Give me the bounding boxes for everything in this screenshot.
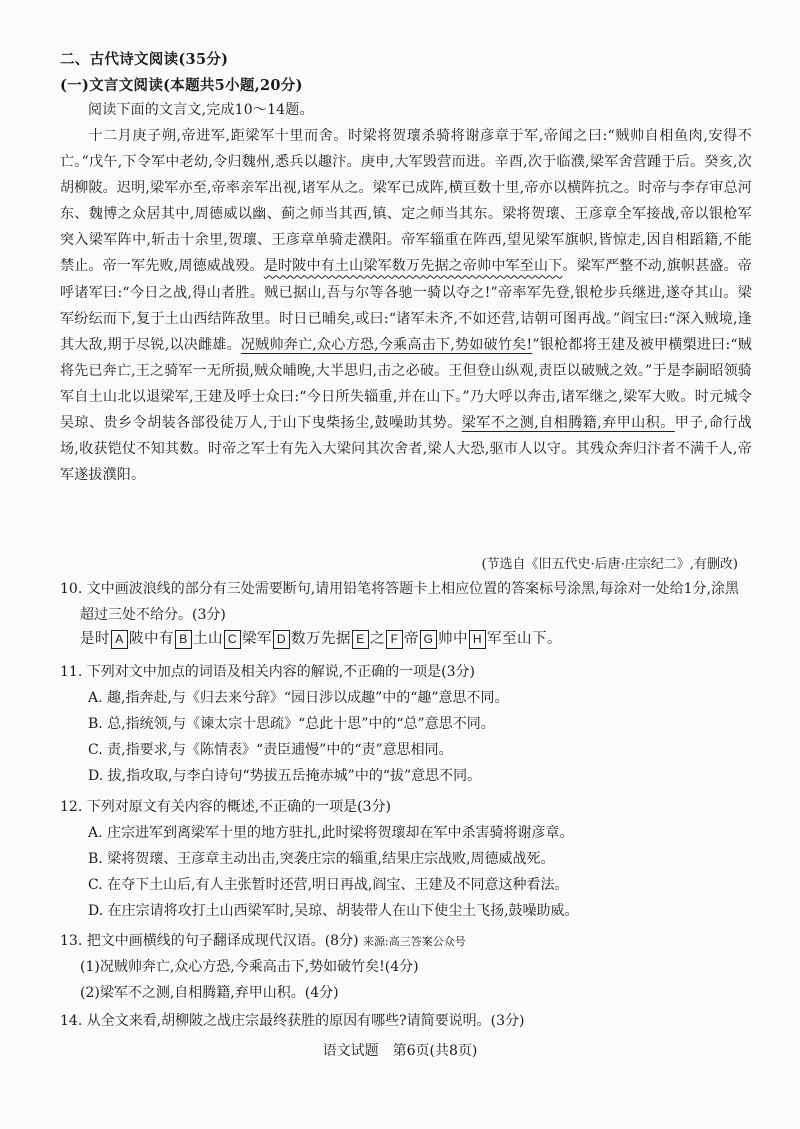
sentence-fragment: 数万先据 xyxy=(291,631,351,647)
answer-box-e: E xyxy=(352,630,369,649)
sentence-fragment: 陂中有 xyxy=(129,631,174,647)
q12-option-d: D. 在庄宗请将攻打土山西梁军时,吴琼、胡装带人在山下使尘土飞扬,鼓噪助威。 xyxy=(88,903,579,919)
q11-option-c: C. 责,指要求,与《陈情表》“责臣逋慢”中的“责”意思相同。 xyxy=(88,742,453,758)
q11-option-a: A. 趣,指奔赴,与《归去来兮辞》“园日涉以成趣”中的“趣”意思不同。 xyxy=(88,690,509,706)
subsection-title: (一)文言文阅读(本题共5小题,20分) xyxy=(60,77,303,94)
underlined-sentence-1: 况贼帅奔亡,众心方恐,今乘高击下,势如破竹矣! xyxy=(240,336,533,353)
passage-part-2: 。梁军严整不动,旗帜甚盛。帝呼诸军曰:“今日之战,得山者胜。贼已据山,吾与尔等各驰一骑以夺之!”帝率军先登,银枪步兵继进,遂夺其山。梁军纷纭而下,复于土山西结阵敌里。时日已晡矣,或曰:“诸军未齐,不如还营,诘朝可图再战。”阎宝曰:“深入贼境,逢其大敌,期于尽锐,以决雌雄。 xyxy=(60,258,753,353)
classical-passage xyxy=(60,123,752,488)
question-12-options xyxy=(88,820,748,924)
passage-source: (节选自《旧五代史·后唐·庄宗纪二》,有删改) xyxy=(481,557,738,572)
question-10-punctuation-sentence xyxy=(80,627,562,649)
answer-box-g: G xyxy=(420,630,437,649)
question-12-stem: 12. 下列对原文有关内容的概述,不正确的一项是(3分) xyxy=(60,799,391,815)
passage-part-4: 甲子,命行战场,收获铠仗不知其数。时帝之军士有先入大梁问其次舍者,梁人大恐,驱市人以守。其残众奔归汴者不满千人,帝军遂拔濮阳。 xyxy=(60,415,752,484)
sentence-fragment: 之 xyxy=(370,631,385,647)
q11-option-b: B. 总,指统领,与《谏太宗十思疏》“总此十思”中的“总”意思不同。 xyxy=(88,716,495,732)
page-footer: 语文试题 第6页(共8页) xyxy=(322,1043,478,1059)
passage-part-3: ”银枪都将王建及被甲横槊进曰:“贼将先已奔亡,王之骑军一无所损,贼众晡晚,大半思归,击之必破。王但登山纵观,责臣以破贼之效。”于是李嗣昭领骑军自土山北以退梁军,王建及呼士众曰:“今日所失辎重,并在山下。”乃大呼以奔击,诸军继之,梁军大败。时元城令吴琼、贵乡令胡装各部役徒万人,于山下曳柴扬尘,鼓噪助其势。 xyxy=(60,336,753,432)
question-13-items xyxy=(80,954,740,1006)
q12-option-c: C. 在夺下土山后,有人主张暂时还营,明日再战,阎宝、王建及不同意这种看法。 xyxy=(88,877,569,893)
question-13 xyxy=(60,928,752,955)
answer-box-a: A xyxy=(111,630,128,649)
question-11-stem: 11. 下列对文中加点的词语及相关内容的解说,不正确的一项是(3分) xyxy=(60,664,475,680)
passage-part-1: 十二月庚子朔,帝进军,距梁军十里而舍。时梁将贺瓌杀骑将谢彦章于军,帝闻之曰:“贼帅自相鱼肉,安得不亡。”戊午,下令军中老幼,令归魏州,悉兵以趣汴。庚申,大军毁营而进。辛酉,次于临濮,梁军舍营踵于后。癸亥,次胡柳陂。迟明,梁军亦至,帝率亲军出视,诸军从之。梁军已成阵,横亘数十里,帝亦以横阵抗之。时帝与李存审总河东、魏博之众居其中,周德威以幽、蓟之师当其西,镇、定之师当其东。梁将贺瓌、王彦章全军接战,帝以银枪军突入梁军阵中,斩击十余里,贺瓌、王彦章单骑走濮阳。帝军辎重在阵西,望见梁军旗帜,皆惊走,因自相蹈籍,不能禁止。帝一军先败,周德威战殁。 xyxy=(60,128,752,275)
answer-box-d: D xyxy=(273,630,290,649)
answer-box-f: F xyxy=(386,630,403,649)
sentence-fragment: 军至山下。 xyxy=(487,631,562,647)
sentence-fragment: 是时 xyxy=(80,631,110,647)
question-13-stem: 13. 把文中画横线的句子翻译成现代汉语。(8分) xyxy=(60,933,359,949)
q13-item-1: (1)况贼帅奔亡,众心方恐,今乘高击下,势如破竹矣!(4分) xyxy=(80,959,419,975)
underlined-sentence-2: 梁军不之测,自相腾籍,弃甲山积。 xyxy=(461,415,675,432)
sentence-fragment: 帅中 xyxy=(438,631,468,647)
sentence-fragment: 帝 xyxy=(404,631,419,647)
q12-option-a: A. 庄宗进军到离梁军十里的地方驻扎,此时梁将贺瓌却在军中杀害骑将谢彦章。 xyxy=(88,825,574,841)
question-14-stem: 14. 从全文来看,胡柳陂之战庄宗最终获胜的原因有哪些?请简要说明。(3分) xyxy=(60,1013,525,1029)
question-11-options xyxy=(88,685,748,789)
q13-item-2: (2)梁军不之测,自相腾籍,弃甲山积。(4分) xyxy=(80,985,339,1001)
section-title: 二、古代诗文阅读(35分) xyxy=(60,51,229,68)
source-note: 来源:高三答案公众号 xyxy=(363,935,466,948)
wavy-underlined-sentence: 是时陂中有土山梁军数万先据之帝帅中军至山下 xyxy=(263,258,563,275)
answer-box-c: C xyxy=(224,630,241,649)
q12-option-b: B. 梁将贺瓌、王彦章主动出击,突袭庄宗的辎重,结果庄宗战败,周德威战死。 xyxy=(88,851,555,867)
answer-box-h: H xyxy=(469,630,486,649)
question-10 xyxy=(60,576,752,628)
intro-instruction: 阅读下面的文言文,完成10～14题。 xyxy=(88,102,314,118)
sentence-fragment: 梁军 xyxy=(242,631,272,647)
question-10-stem: 10. 文中画波浪线的部分有三处需要断句,请用铅笔将答题卡上相应位置的答案标号涂黑,每涂对一处给1分,涂黑超过三处不给分。(3分) xyxy=(60,581,739,623)
q11-option-d: D. 拔,指攻取,与李白诗句“势拔五岳掩赤城”中的“拔”意思不同。 xyxy=(88,768,482,784)
answer-box-b: B xyxy=(175,630,192,649)
sentence-fragment: 土山 xyxy=(193,631,223,647)
